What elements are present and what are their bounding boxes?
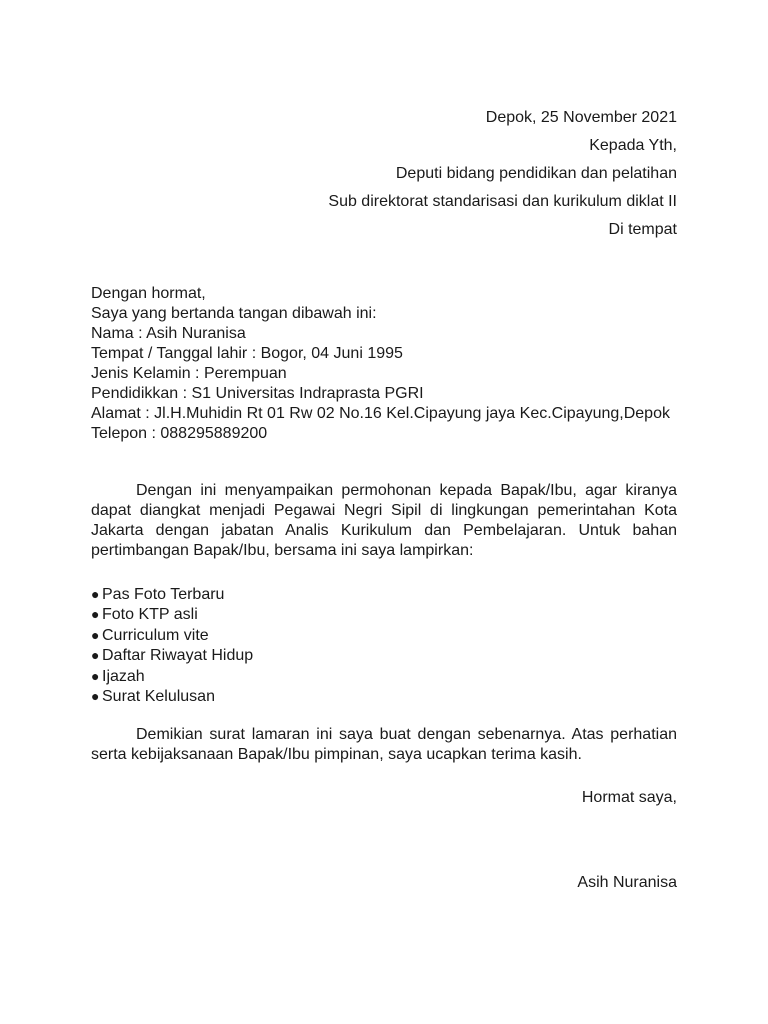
application-paragraph <box>91 481 677 561</box>
closing-salutation: Hormat saya, <box>581 789 677 806</box>
identity-gender: Jenis Kelamin : Perempuan <box>91 365 287 382</box>
closing-paragraph-text: Demikian surat lamaran ini saya buat dengan sebenarnya. Atas perhatian serta kebijaksanaan Bapak/Ibu pimpinan, saya ucapkan terima kasih. <box>91 726 677 763</box>
applicant-identity <box>91 284 677 444</box>
attachment-list <box>91 584 677 706</box>
letter-header <box>328 104 677 244</box>
bullet-icon: ● <box>91 626 100 643</box>
place-date: Depok, 25 November 2021 <box>485 109 677 126</box>
list-item <box>91 666 677 686</box>
identity-phone: Telepon : 088295889200 <box>91 425 268 442</box>
identity-name: Nama : Asih Nuranisa <box>91 325 246 342</box>
greeting: Dengan hormat, <box>91 285 206 302</box>
bullet-icon: ● <box>91 606 100 623</box>
closing-paragraph <box>91 725 677 765</box>
identity-education: Pendidikkan : S1 Universitas Indraprasta PGRI <box>91 385 424 402</box>
identity-intro: Saya yang bertanda tangan dibawah ini: <box>91 305 377 322</box>
list-item <box>91 645 677 665</box>
attachment-label: Surat Kelulusan <box>102 687 215 705</box>
addressee-label: Kepada Yth, <box>589 137 677 154</box>
list-item <box>91 625 677 645</box>
attachment-label: Curriculum vite <box>102 626 209 644</box>
attachment-label: Pas Foto Terbaru <box>102 586 225 603</box>
attachment-label: Daftar Riwayat Hidup <box>102 647 254 665</box>
list-item <box>91 686 677 706</box>
bullet-icon: ● <box>91 667 100 684</box>
identity-birth: Tempat / Tanggal lahir : Bogor, 04 Juni 1995 <box>91 345 403 362</box>
signer-name: Asih Nuranisa <box>577 874 677 891</box>
application-paragraph-text: Dengan ini menyampaikan permohonan kepada Bapak/Ibu, agar kiranya dapat diangkat menjadi Pegawai Negri Sipil di lingkungan pemerintahan Kota Jakarta dengan jabatan Analis Kurikulum dan Pembelajaran. Untuk bahan pertimbangan Bapak/Ibu, bersama ini saya lampirkan: <box>91 482 677 559</box>
recipient-location: Di tempat <box>608 221 677 238</box>
recipient-line-2: Sub direktorat standarisasi dan kurikulum diklat II <box>328 193 677 210</box>
bullet-icon: ● <box>91 586 100 602</box>
bullet-icon: ● <box>91 647 100 664</box>
list-item <box>91 584 677 604</box>
bullet-icon: ● <box>91 687 100 704</box>
identity-address: Alamat : Jl.H.Muhidin Rt 01 Rw 02 No.16 Kel.Cipayung jaya Kec.Cipayung,Depok <box>91 405 670 422</box>
list-item <box>91 604 677 624</box>
attachment-label: Ijazah <box>102 667 145 685</box>
recipient-line-1: Deputi bidang pendidikan dan pelatihan <box>395 165 677 182</box>
attachment-label: Foto KTP asli <box>102 606 198 624</box>
